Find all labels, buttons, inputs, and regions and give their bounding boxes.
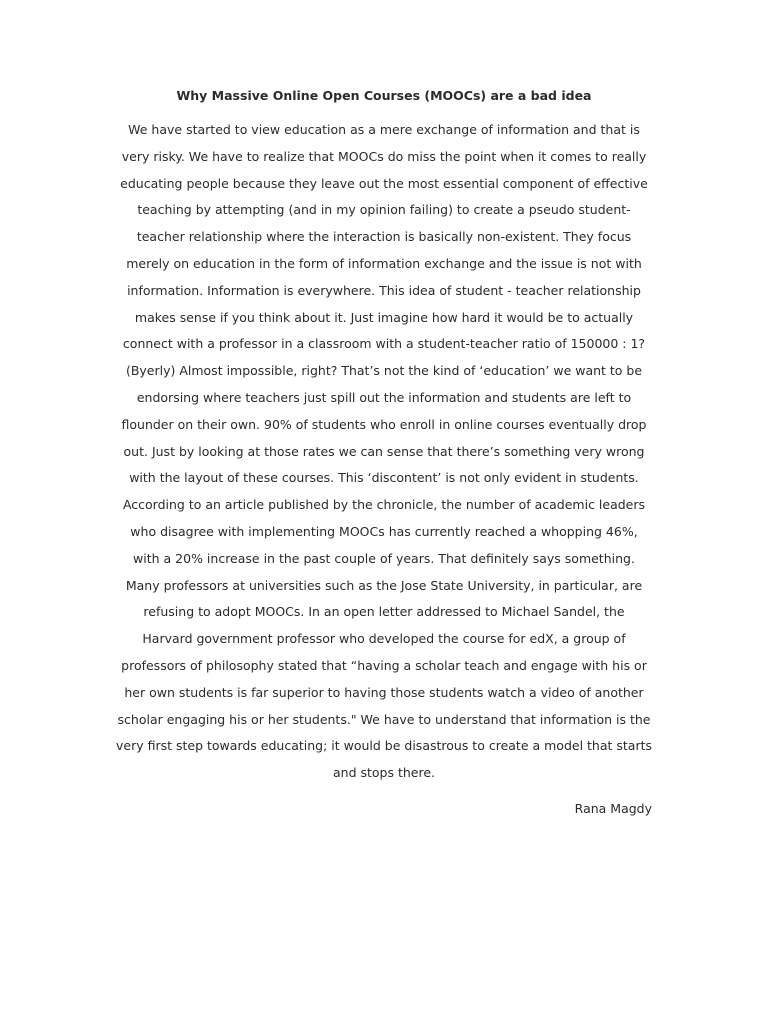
body-line: flounder on their own. 90% of students who enroll in online courses eventually drop <box>121 416 647 432</box>
body-line: her own students is far superior to having those students watch a video of another <box>124 684 644 700</box>
body-line: and stops there. <box>332 765 435 781</box>
body-line: scholar engaging his or her students." We have to understand that information is the <box>117 711 651 727</box>
body-line: who disagree with implementing MOOCs has currently reached a whopping 46%, <box>130 523 638 539</box>
body-line: According to an article published by the chronicle, the number of academic leaders <box>122 497 646 513</box>
body-line: very risky. We have to realize that MOOCs do miss the point when it comes to really <box>121 148 647 164</box>
body-line: teaching by attempting (and in my opinion failing) to create a pseudo student- <box>137 202 631 218</box>
body-line: Many professors at universities such as the Jose State University, in particular, are <box>125 577 643 593</box>
body-line: with a 20% increase in the past couple of years. That definitely says something. <box>133 550 635 566</box>
body-line: information. Information is everywhere. This idea of student - teacher relationship <box>127 282 641 298</box>
body-line: Harvard government professor who developed the course for edX, a group of <box>142 631 626 647</box>
author-name: Rana Magdy <box>574 801 652 816</box>
body-line: connect with a professor in a classroom with a student-teacher ratio of 150000 : 1? <box>122 336 646 352</box>
body-line: We have started to view education as a mere exchange of information and that is <box>128 122 640 137</box>
body-line: merely on education in the form of information exchange and the issue is not with <box>126 255 642 271</box>
body-line: teacher relationship where the interaction is basically non-existent. They focus <box>136 229 632 245</box>
body-line: with the layout of these courses. This ‘discontent’ is not only evident in students. <box>129 470 639 486</box>
body-line: makes sense if you think about it. Just imagine how hard it would be to actually <box>134 309 634 325</box>
body-line: out. Just by looking at those rates we can sense that there’s something very wrong <box>123 443 645 459</box>
document-title: Why Massive Online Open Courses (MOOCs) are a bad idea <box>176 88 592 103</box>
document-body <box>60 117 708 787</box>
body-line: refusing to adopt MOOCs. In an open letter addressed to Michael Sandel, the <box>143 604 625 620</box>
body-line: (Byerly) Almost impossible, right? That’s not the kind of ‘education’ we want to be <box>125 363 643 379</box>
body-line: educating people because they leave out the most essential component of effective <box>120 175 648 191</box>
body-line: professors of philosophy stated that “having a scholar teach and engage with his or <box>121 657 647 673</box>
body-line: endorsing where teachers just spill out the information and students are left to <box>136 389 632 405</box>
body-line: very first step towards educating; it would be disastrous to create a model that starts <box>116 738 652 754</box>
